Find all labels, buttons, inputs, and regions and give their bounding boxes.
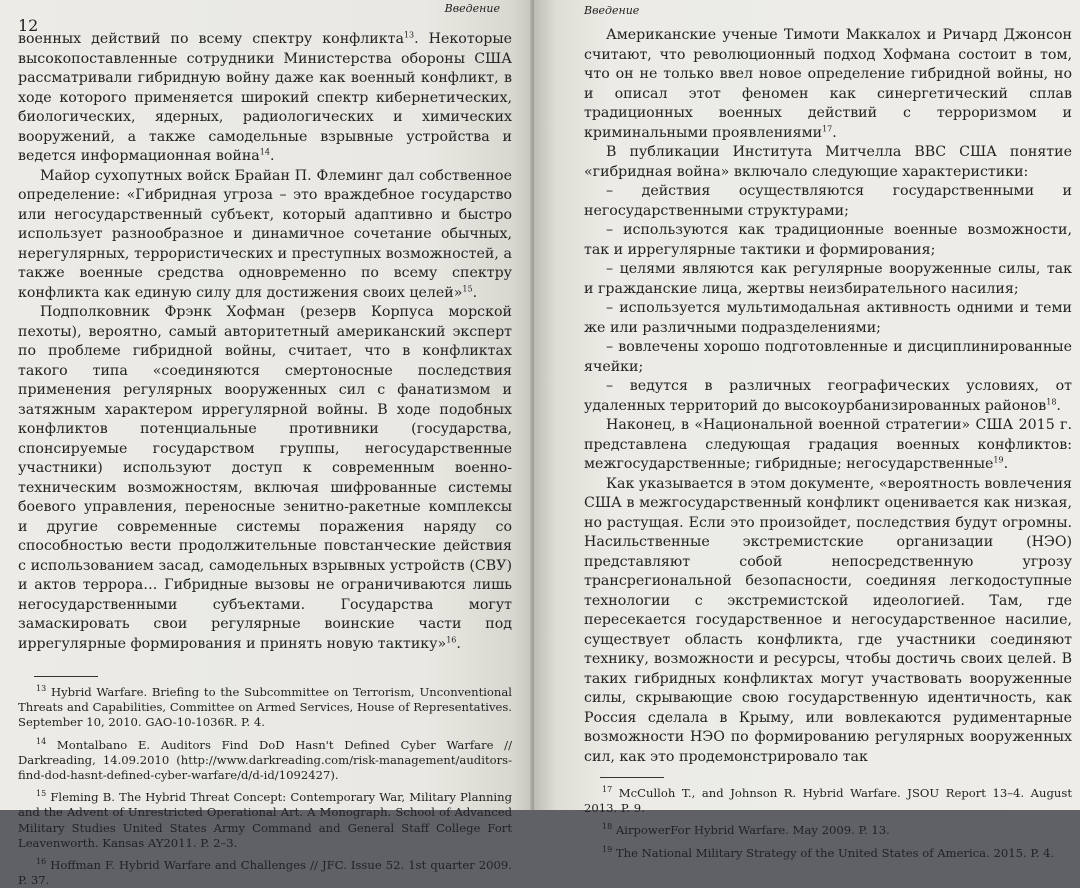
footnote-text: Hoffman F. Hybrid Warfare and Challenges // JFC. Issue 52. 1st quarter 2009. P. 37. bbox=[18, 858, 512, 888]
paragraph-text: . bbox=[269, 148, 275, 164]
footnote-text: Fleming B. The Hybrid Threat Concept: Contemporary War, Military Planning and the Advent of Unrestricted Operational Art. A Monograph. School of Advanced Military Studies United States Army Command and General Staff College Fort Leavenworth. Kansas AY2011. P. 2–3. bbox=[18, 790, 513, 850]
paragraph-text: . bbox=[1056, 397, 1061, 414]
paragraph bbox=[584, 299, 1072, 338]
left-body-text bbox=[18, 30, 512, 654]
footnote bbox=[584, 786, 1072, 816]
footnote-divider bbox=[34, 676, 98, 677]
right-footnotes bbox=[584, 786, 1072, 861]
footnote bbox=[584, 846, 1072, 861]
paragraph-text: – вовлечены хорошо подготовленные и дисциплинированные ячейки; bbox=[584, 339, 1072, 375]
paragraph bbox=[584, 182, 1072, 221]
footnote-number: 17 bbox=[602, 785, 613, 795]
footnote-marker: 18 bbox=[1046, 396, 1057, 406]
paragraph bbox=[584, 26, 1072, 143]
paragraph bbox=[584, 221, 1072, 260]
paragraph-text: Американские ученые Тимоти Маккалох и Ричард Джонсон считают, что революционный подход Хофмана состоит в том, что он не только ввел новое определение гибридной войны, но и описал этот феномен как синергетический сплав традиционных военных действий с терроризмом и криминальными проявлениями bbox=[584, 27, 1072, 141]
paragraph bbox=[584, 260, 1072, 299]
footnote bbox=[18, 858, 512, 888]
footnote-number: 19 bbox=[602, 844, 613, 854]
paragraph-text: – используется мультимодальная активность одними и теми же или различными подразделениями; bbox=[584, 300, 1072, 336]
footnote-number: 14 bbox=[36, 736, 47, 746]
footnote-marker: 14 bbox=[259, 147, 270, 157]
footnote bbox=[584, 823, 1072, 838]
paragraph-text: военных действий по всему спектру конфликта bbox=[18, 31, 404, 47]
footnote-text: McCulloh T., and Johnson R. Hybrid Warfare. JSOU Report 13–4. August 2013. P. 9. bbox=[584, 786, 1073, 816]
paragraph bbox=[584, 338, 1072, 377]
footnote bbox=[18, 738, 512, 784]
paragraph-text: Как указывается в этом документе, «вероятность вовлечения США в межгосударственный конфликт оценивается как низкая, но растущая. Если это произойдет, последствия будут огромны. Насильственные экстремистские организации (НЭО) представляют собой непосредственную угрозу трансрегиональной безопасности, соединяя легкодоступные технологии с экстремистской идеологией. Там, где пересекается государственное и негосударственное насилие, существует область конфликта, где участники соединяют технику, возможности и ресурсы, чтобы достичь своих целей. В таких гибридных конфликтах могут участвовать вооруженные силы, скрывающие свою государственную идентичность, как Россия сделала в Крыму, или вовлекаются рудиментарные возможности НЭО по формированию регулярных вооруженных сил, как это продемонстрировало так bbox=[584, 475, 1072, 765]
paragraph bbox=[18, 167, 512, 304]
paragraph-text: . bbox=[472, 284, 478, 301]
paragraph-text: Подполковник Фрэнк Хофман (резерв Корпуса морской пехоты), вероятно, самый авторитетный американский эксперт по проблеме гибридной войны, считает, что в конфликтах такого типа «соединяются смертоносные последствия применения регулярных вооруженных сил с фанатизмом и затяжным характером иррегулярной войны. В ходе подобных конфликтов потенциальные противники (государства, спонсируемые государством группы, негосударственные участники) используют доступ к современным военно-техническим возможностям, включая шифрованные системы боевого управления, переносные зенитно-ракетные комплексы и другие современные системы поражения наряду со способностью вести продолжительные повстанческие действия с использованием засад, самодельных взрывных устройств (СВУ) и актов террора… Гибридные вызовы не ограничиваются лишь негосударственными субъектами. Государства могут замаскировать свои регулярные воинские части под иррегулярные формирования и принять новую тактику» bbox=[18, 304, 512, 652]
right-header bbox=[584, 4, 1072, 20]
footnote bbox=[18, 685, 512, 731]
paragraph-text: – используются как традиционные военные возможности, так и иррегулярные тактики и формирования; bbox=[584, 222, 1072, 258]
footnote-marker: 15 bbox=[462, 283, 473, 293]
paragraph-text: . Некоторые высокопоставленные сотрудники Министерства обороны США рассматривали гибридную войну даже как военный конфликт, в ходе которого применяется широкий спектр кибернетических, биологических, ядерных, радиологических и химических вооружений, а также самодельные взрывные устройства и ведется информационная война bbox=[18, 31, 513, 164]
paragraph bbox=[584, 377, 1072, 416]
left-footnotes bbox=[18, 685, 512, 888]
paragraph-text: Наконец, в «Национальной военной стратегии» США 2015 г. представлена следующая градация военных конфликтов: межгосударственные; гибридные; негосударственные bbox=[584, 417, 1072, 472]
footnote-divider bbox=[600, 777, 664, 778]
paragraph bbox=[18, 30, 512, 167]
right-body-text bbox=[584, 26, 1072, 767]
footnote-number: 15 bbox=[36, 789, 47, 799]
footnote-marker: 19 bbox=[993, 455, 1004, 465]
paragraph-text: Майор сухопутных войск Брайан П. Флеминг дал собственное определение: «Гибридная угроза – это враждебное государство или негосударственный субъект, который адаптивно и быстро использует разнообразное и динамичное сочетание обычных, нерегулярных, террористических и преступных возможностей, а также военные средства одновременно по всему спектру конфликта как единую силу для достижения своих целей» bbox=[18, 167, 512, 301]
footnote-number: 13 bbox=[36, 684, 47, 694]
paragraph-text: – ведутся в различных географических условиях, от удаленных территорий до высокоурбанизированных районов bbox=[584, 378, 1072, 414]
footnote-text: The National Military Strategy of the United States of America. 2015. P. 4. bbox=[615, 845, 1055, 860]
footnote-text: Hybrid Warfare. Briefing to the Subcommittee on Terrorism, Unconventional Threats and Capabilities, Committee on Armed Services, House of Representatives. September 10, 2010. GAO-10-1036R. P. 4. bbox=[18, 685, 513, 730]
paragraph-text: – целями являются как регулярные вооруженные силы, так и гражданские лица, жертвы неизбирательного насилия; bbox=[584, 261, 1072, 297]
footnote-text: Montalbano E. Auditors Find DoD Hasn't Defined Cyber Warfare // Darkreading, 14.09.2010 (http://www.darkreading.com/risk-management/auditors-find-dod-hasnt-defined-cyber-warfare/d/d-id/1092427). bbox=[18, 737, 512, 783]
paragraph-text: . bbox=[456, 635, 461, 652]
paragraph bbox=[584, 416, 1072, 475]
page-number: 12 bbox=[18, 16, 39, 35]
paragraph bbox=[18, 303, 512, 654]
paragraph-text: В публикации Института Митчелла ВВС США понятие «гибридная война» включало следующие характеристики: bbox=[584, 144, 1072, 180]
running-head-left: Введение bbox=[444, 2, 500, 15]
right-page bbox=[534, 0, 1080, 860]
running-head-right: Введение bbox=[584, 4, 640, 17]
footnote-marker: 16 bbox=[446, 634, 457, 644]
footnote bbox=[18, 790, 512, 851]
footnote-marker: 17 bbox=[822, 123, 833, 133]
paragraph-text: . bbox=[832, 124, 837, 141]
left-page bbox=[0, 0, 534, 888]
footnote-text: AirpowerFor Hybrid Warfare. May 2009. P. 13. bbox=[615, 823, 890, 838]
footnote-number: 18 bbox=[602, 822, 613, 832]
footnote-marker: 13 bbox=[403, 30, 415, 40]
paragraph bbox=[584, 475, 1072, 768]
footnote-number: 16 bbox=[36, 857, 47, 867]
paragraph-text: . bbox=[1003, 456, 1009, 472]
paragraph-text: – действия осуществляются государственными и негосударственными структурами; bbox=[584, 183, 1072, 219]
paragraph bbox=[584, 143, 1072, 182]
